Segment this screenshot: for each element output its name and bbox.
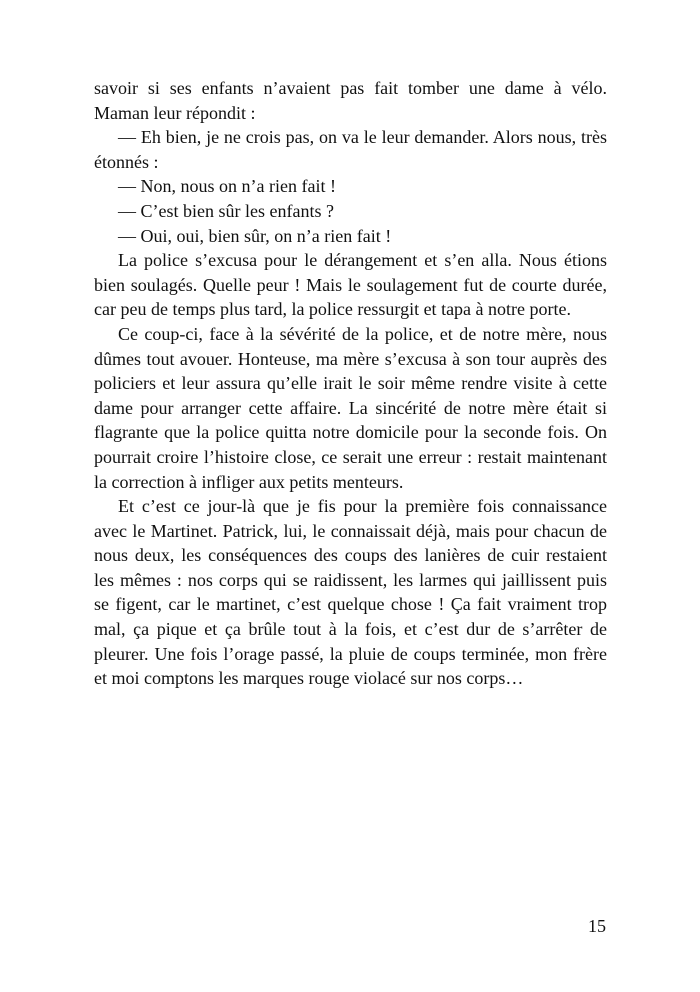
page-body-text	[94, 76, 607, 691]
paragraph: Ce coup-ci, face à la sévérité de la police, et de notre mère, nous dûmes tout avouer. Honteuse, ma mère s’excusa à son tour auprès des policiers et leur assura qu’elle irait le soir même rendre visite à cette dame pour arranger cette affaire. La sincérité de notre mère était si flagrante que la police quitta notre domicile pour la seconde fois. On pourrait croire l’histoire close, ce serait une erreur : restait maintenant la correction à infliger aux petits menteurs.	[94, 323, 607, 492]
paragraph: La police s’excusa pour le dérangement et s’en alla. Nous étions bien soulagés. Quelle peur ! Mais le soulagement fut de courte durée, car peu de temps plus tard, la police ressurgit et tapa à notre porte.	[94, 250, 607, 320]
paragraph: — C’est bien sûr les enfants ?	[118, 200, 334, 221]
paragraph: Et c’est ce jour-là que je fis pour la première fois connaissance avec le Martinet. Patrick, lui, le connaissait déjà, mais pour chacun de nous deux, les conséquences des coups des lanières de cuir restaient les mêmes : nos corps qui se raidissent, les larmes qui jaillissent puis se figent, car le martinet, c’est quelque chose ! Ça fait vraiment trop mal, ça pique et ça brûle tout à la fois, et c’est dur de s’arrêter de pleurer. Une fois l’orage passé, la pluie de coups terminée, mon frère et moi comptons les marques rouge violacé sur nos corps…	[94, 496, 607, 689]
paragraph: — Non, nous on n’a rien fait !	[118, 176, 336, 197]
paragraph: — Oui, oui, bien sûr, on n’a rien fait !	[118, 225, 392, 246]
paragraph: savoir si ses enfants n’avaient pas fait tomber une dame à vélo. Maman leur répondit :	[94, 78, 607, 123]
page-number: 15	[588, 916, 606, 936]
paragraph: — Eh bien, je ne crois pas, on va le leur demander. Alors nous, très étonnés :	[94, 127, 607, 172]
